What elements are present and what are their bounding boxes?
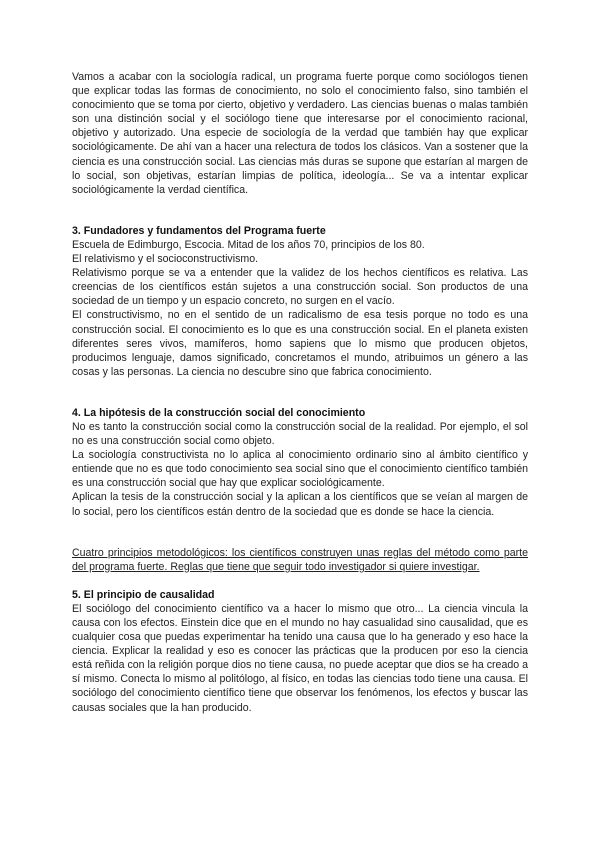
section-5-heading: 5. El principio de causalidad: [72, 588, 215, 601]
section-4-paragraph-1: No es tanto la construcción social como la construcción social de la realidad. Por ejemplo, el sol no es una construcción social como objeto.: [72, 420, 528, 448]
section-4-heading: 4. La hipótesis de la construcción social del conocimiento: [72, 406, 366, 419]
section-5-paragraph-1: El sociólogo del conocimiento científico va a hacer lo mismo que otro... La ciencia vincula la causa con los efectos. Einstein dice que en el mundo no hay casualidad sino causalidad, que es cualquier cosa que puedas experimentar ha tenido una causa que lo ha generado y eso hace la ciencia. Explicar la realidad y eso es conocer las prácticas que la producen por eso la ciencia está reñida con la religión porque dios no tiene causa, no puede aceptar que dios se ha creado a sí mismo. Conecta lo mismo al politólogo, al físico, en todas las ciencias todo tiene una causa. El sociólogo del conocimiento científico tiene que observar los fenómenos, los efectos y buscar las causas sociales que la han producido.: [72, 602, 528, 714]
spacer: [72, 519, 528, 546]
intro-paragraph: Vamos a acabar con la sociología radical, un programa fuerte porque como sociólogos tienen que explicar todas las formas de conocimiento, no solo el conocimiento falso, sino también el conocimiento que se toma por cierto, objetivo y verdadero. Las ciencias buenas o malas también son una distinción social y el sociólogo tiene que interesarse por el conocimiento racional, objetivo y autorizado. Una especie de sociología de la verdad que también hay que explicar sociológicamente. De ahí van a hacer una relectura de todos los clásicos. Van a sostener que la ciencia es una construcción social. Las ciencias más duras se supone que estarían al margen de lo social, son objetivas, estarían limpias de política, ideología... Se va a intentar explicar sociológicamente la verdad científica.: [72, 71, 528, 196]
section-3-paragraph-1: Escuela de Edimburgo, Escocia. Mitad de los años 70, principios de los 80.: [72, 238, 425, 251]
section-3-paragraph-3: Relativismo porque se va a entender que la validez de los hechos científicos es relativa. Las creencias de los científicos están sujetos a una construcción social. Son productos de una sociedad de un tiempo y un espacio concreto, no surgen en el vacío.: [72, 267, 528, 308]
section-4-paragraph-3: Aplican la tesis de la construcción social y la aplican a los científicos que se veían al margen de lo social, pero los científicos están dentro de la sociedad que es donde se hace la ciencia.: [72, 491, 528, 518]
spacer: [72, 379, 528, 406]
principles-note: Cuatro principios metodológicos: los científicos construyen unas reglas del método como parte del programa fuerte. Reglas que tiene que seguir todo investigador si quiere investigar.: [72, 546, 528, 573]
section-3-paragraph-4: El constructivismo, no en el sentido de un radicalismo de esa tesis porque no todo es una construcción social. El conocimiento es lo que es una construcción social. En el planeta existen diferentes seres vivos, mamíferos, homo sapiens que lo mismo que producen objetos, producimos lenguaje, damos significado, concretamos el mundo, atribuimos un género a las cosas y las personas. La ciencia no descubre sino que fabrica conocimiento.: [72, 309, 528, 378]
section-3-paragraph-2: El relativismo y el socioconstructivismo.: [72, 253, 259, 266]
spacer: [72, 574, 528, 588]
section-3-heading: 3. Fundadores y fundamentos del Programa fuerte: [72, 224, 326, 237]
spacer: [72, 197, 528, 224]
document-page: [72, 70, 528, 715]
section-4-paragraph-2: La sociología constructivista no lo aplica al conocimiento ordinario sino al ámbito científico y entiende que no es que todo conocimiento sea social sino que el conocimiento científico también es una construcción social que hay que explicar sociológicamente.: [72, 449, 528, 490]
